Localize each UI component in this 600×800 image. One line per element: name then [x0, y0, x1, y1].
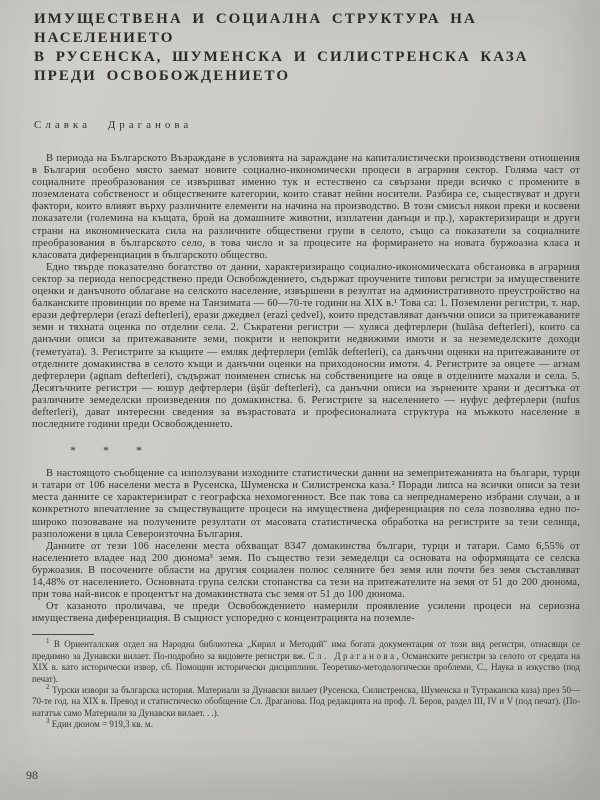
footnote-1-author: Сл. Драганова	[308, 650, 397, 661]
article-body	[32, 153, 580, 625]
footnotes-section	[32, 634, 580, 730]
footnote-1-text-post: , Османските регистри за селото от средата на XIX в. като исторически извор, сб. Помощни исторически дисциплини. Теоретико-методологически проблеми, С., Наука и изкуство (под печат).	[32, 650, 580, 684]
section-separator: * * *	[70, 443, 154, 458]
paragraph-1: В периода на Българското Възраждане в условията на зараждане на капиталистически производствени отношения в България особено място заемат новите социално-икономически процеси в аграрния сектор. Голяма част от социалните преобразования се извършват именно тук и естествено са свързани преди всичко с промените в поземлената собственост и обществените категории, които стават нейни носители. Разбира се, съществуват и други фактори, които влияят върху различните елементи на начина на производство. В този смисъл някои преки и косвени показатели (големина на къщата, брой на домашните животни, изплатени данъци и пр.), характеризиращи и други страни на икономическата сила на различните обществени групи в селото, също са показатели за социалните преобразования в българското село, в това число и за процесите на формирането на новата буржоазна класа и класовата диференциация в българското общество.	[32, 153, 580, 261]
paragraph-3: В настоящото съобщение са използувани изходните статистически данни на земепритежанията на българи, турци и татари от 106 населени места в Русенска, Шуменска и Силистренска каза.² Поради липса на всички описи за тези места данните се характеризират с географска нехомогенност. Все пак това са непреднамерено избрани случаи, а и конкретното впечатление за съществуващите процеси на имуществена диференциация по села позволява едно по-широко позоваване на получените резултати от масовата статистическа обработка на регистрите за тези селища, разположени в цяла Североизточна България.	[32, 468, 580, 540]
paragraph-5: От казаното проличава, че преди Освобождението намерили проявление усилени процеси на сериозна имуществена диференциация. В същност успоредно с концентрацията на поземле-	[32, 601, 580, 625]
page-number: 98	[26, 768, 38, 782]
paragraph-2: Едно твърде показателно богатство от данни, характеризиращо социално-икономическата обстановка в аграрния сектор за периода непосредствено преди Освобождението, съдържат проучените типови регистри за имуществените оценки и данъчното облагане на селското население, извършени в резултат на административното преустройство на балканските провинции по време на Танзимата — 60—70-те години на XIX в.¹ Това са: 1. Поземлени регистри, т. нар. ерази дефтерлери (erazi defterleri), ерази джедвел (erazi çedvel), които представляват данъчни описи за притежаваните земи и тяхната оценка по отделни села. 2. Съкратени регистри — хуляса дефтерлери (hulâsa defterleri), които са данъчни описи за притежаваните земи, покрити и непокрити недвижими имоти и за неземеделските доходи (теметуата). 3. Регистрите за къщите — емляк дефтерлери (emlâk defterleri), са данъчни оценки на притежаваните от отделните домакинства в селото къщи и данъчни оценки на приходоносни имоти. 4. Регистрите за овцете — агнам дефтерлери (agnam defterleri), съдържат поименен списък на собствениците на овце в отделните махали и села. 5. Десятъчните регистри — юшур дефтерлери (üşür defterleri), са данъчни описи на зърнените храни и десятъка от различните земеделски произведения по домакинства. 6. Регистрите за населението — нуфус дефтерлери (nufus defterleri), дават интересни сведения за възрастовата и професионалната структура на мъжкото население в последните години преди Освобождението.	[32, 261, 580, 431]
page-title	[34, 10, 580, 86]
footnote-1-text-pre: В Ориенталския отдел на Народна библиотека „Кирил и Методий" има богата документация от този вид регистри, отнасящи се предимно за Дунавски вилает. По-подробно за видовете регистри вж.	[32, 639, 580, 661]
footnote-2	[32, 685, 580, 719]
page-footer	[26, 766, 580, 786]
footnote-2-text: Турски извори за българска история. Материали за Дунавски вилает (Русенска, Силистренска, Шуменска и Тутраканска каза) през 50—70-те год. на XIX в. Превод и статистическо обобщение Сл. Драганова. Под редакцията на проф. Л. Беров, раздел III, IV и V (под печат). (По-нататък само Материали за Дунавски вилает. . .).	[32, 685, 581, 718]
author-name: Славка Драганова	[34, 119, 193, 131]
footnote-1-marker: 1	[46, 637, 50, 646]
title-line-2: В РУСЕНСКА, ШУМЕНСКА И СИЛИСТРЕНСКА КАЗА	[34, 49, 529, 65]
footnote-2-marker: 2	[46, 683, 50, 691]
title-line-1: ИМУЩЕСТВЕНА И СОЦИАЛНА СТРУКТУРА НА НАСЕЛЕНИЕТО	[34, 11, 477, 46]
footnote-3-text: Един дюном = 919,3 кв. м.	[51, 719, 153, 730]
footnote-divider	[32, 634, 94, 635]
footnote-3	[32, 719, 580, 730]
title-line-3: ПРЕДИ ОСВОБОЖДЕНИЕТО	[34, 68, 291, 84]
footnote-3-marker: 3	[46, 717, 50, 726]
paragraph-4: Данните от тези 106 населени места обхващат 8347 домакинства българи, турци и татари. Само 6,55% от населението владее над 200 дюнома³ земя. По същество тези земеделци са основата на оформящата се селска буржоазия. В посочените области на другия социален полюс селяните без земя или почти без земя съставляват 14,48% от населението. Основната група селски стопанства са тези на притежателите на земя от 51 до 200 дюнома, при това най-висок е процентът на домакинствата със земя от 51 до 100 дюнома.	[32, 540, 580, 601]
footnote-1	[32, 639, 580, 685]
